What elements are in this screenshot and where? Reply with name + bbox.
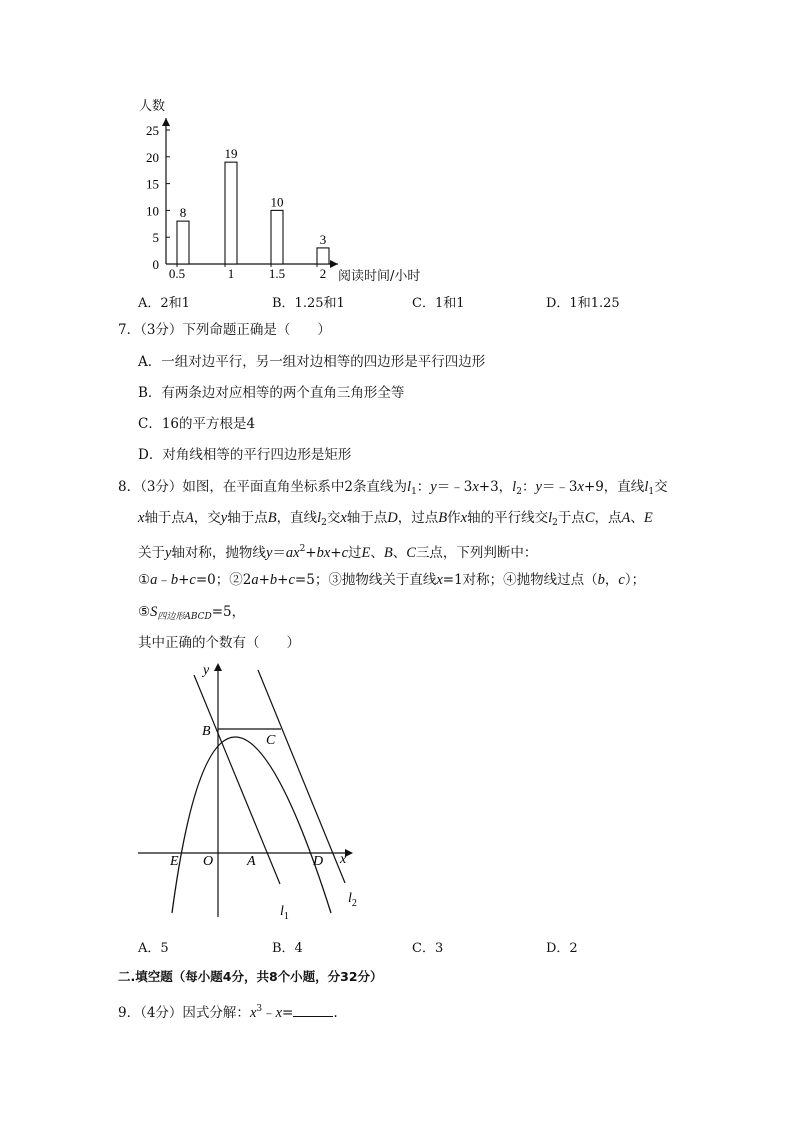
bar-value-label: 8 — [179, 205, 187, 221]
x-tick-label: 1 — [227, 266, 235, 281]
y-axis-arrow — [162, 118, 170, 126]
q8-option-c[interactable]: C．3 — [412, 941, 444, 956]
chart-xlabel: 阅读时间/小时 — [338, 269, 421, 284]
x-tick-label: 2 — [319, 266, 327, 281]
y-tick-label: 15 — [146, 176, 159, 192]
y-tick-label: 10 — [146, 203, 159, 219]
y-tick-label: 25 — [146, 123, 159, 138]
q8-option-a[interactable]: A．5 — [138, 941, 169, 956]
q6-option-d[interactable]: D．1和1.25 — [546, 296, 620, 311]
x-tick-label: 1.5 — [268, 266, 286, 281]
fig-label-O: O — [203, 854, 214, 869]
bar-chart — [130, 90, 370, 285]
bar — [225, 162, 237, 264]
fig-label-l1: $l_1$ — [280, 904, 289, 922]
q7-option-b[interactable]: B．有两条边对应相等的两个直角三角形全等 — [138, 385, 405, 401]
bar — [271, 210, 283, 264]
q7-option-d[interactable]: D．对角线相等的平行四边形是矩形 — [138, 447, 352, 463]
bar — [317, 248, 329, 264]
q6-option-c[interactable]: C．1和1 — [412, 296, 465, 311]
q8-figure — [130, 655, 370, 925]
fig-label-l2: $l_2$ — [348, 891, 357, 909]
q9-answer-blank[interactable] — [293, 1004, 333, 1017]
bar-value-label: 19 — [224, 146, 238, 162]
q8-line-1: 8．（3分）如图，在平面直角坐标系中2条直线为$l_1$：y＝﹣3x+3，$l_2$：y＝﹣3x+9，直线$l_1$交 — [118, 479, 668, 497]
fig-label-D: D — [313, 854, 324, 869]
parabola — [172, 737, 331, 913]
fig-label-y: y — [203, 663, 210, 678]
q8-line-2: x轴于点A，交y轴于点B，直线$l_2$交x轴于点D，过点B作x轴的平行线交$l_2$于点C，点A、E — [138, 510, 653, 528]
y-tick-label: 5 — [152, 230, 159, 246]
y-tick-label: 20 — [146, 149, 159, 165]
q7-option-a[interactable]: A．一组对边平行，另一组对边相等的四边形是平行四边形 — [138, 354, 486, 370]
bar — [177, 221, 189, 264]
fig-label-C: C — [266, 733, 276, 748]
bar-value-label: 3 — [319, 231, 327, 247]
x-tick-label: 0.5 — [168, 266, 186, 281]
q8-line-4: ①a﹣b+c=0；②2a+b+c=5；③抛物线关于直线x=1对称；④抛物线过点（b，c）； — [138, 572, 646, 588]
q8-option-d[interactable]: D．2 — [546, 941, 578, 956]
fig-label-B: B — [202, 724, 211, 739]
q9-line: 9．（4分）因式分解：$x^3﹣x=$ . — [118, 1004, 338, 1021]
q7-option-c[interactable]: C．16的平方根是4 — [138, 416, 256, 432]
q6-option-a[interactable]: A．2和1 — [138, 296, 190, 311]
line-l2 — [258, 670, 345, 883]
fig-label-x: x — [340, 852, 347, 867]
q8-line-3: 关于y轴对称，抛物线$y=ax^2+bx+c$过E、B、C三点，下列判断中： — [138, 544, 538, 561]
chart-ylabel: 人数 — [139, 99, 166, 114]
q8-closing: 其中正确的个数有（ ） — [138, 635, 300, 651]
q7-stem: 7．（3分）下列命题正确是（ ） — [118, 322, 331, 338]
q8-line-5: $⑤S_{四边形ABCD}=5$， — [138, 604, 246, 622]
fig-label-E: E — [170, 854, 179, 869]
section-2-heading: 二.填空题（每小题4分，共8个小题，分32分） — [118, 969, 383, 984]
bar-value-label: 10 — [270, 194, 284, 210]
q6-option-b[interactable]: B．1.25和1 — [272, 296, 345, 311]
x-axis-arrow — [330, 260, 338, 268]
q8-option-b[interactable]: B．4 — [272, 941, 303, 956]
y-tick-label: 0 — [152, 257, 159, 272]
y-axis-arrow — [214, 663, 222, 671]
fig-label-A: A — [247, 854, 256, 869]
